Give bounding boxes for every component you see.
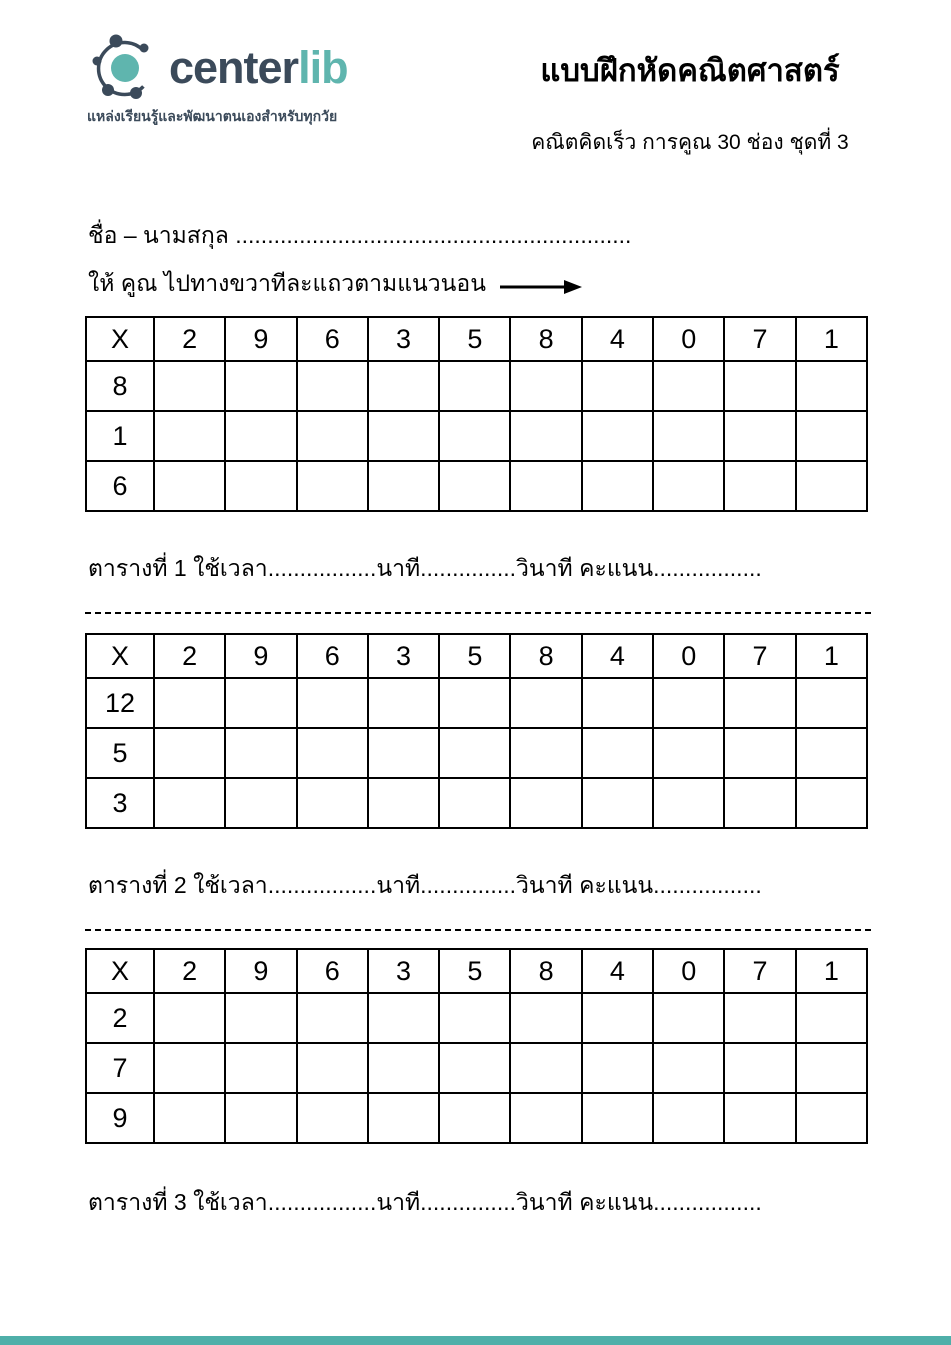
answer-cell — [225, 1093, 296, 1143]
answer-cell — [653, 993, 724, 1043]
answer-cell — [368, 361, 439, 411]
answer-cell — [582, 728, 653, 778]
multiplier-header-cell: 0 — [653, 634, 724, 678]
multiplication-grid — [85, 316, 868, 512]
table-header-row — [86, 634, 867, 678]
brand-center: center — [169, 41, 299, 93]
answer-cell — [297, 361, 368, 411]
table-caption-2: ตารางที่ 2 ใช้เวลา.................นาที...............วินาที คะแนน................. — [88, 872, 762, 898]
multiplier-header-cell: 7 — [724, 949, 795, 993]
answer-cell — [724, 993, 795, 1043]
multiplier-header-cell: 5 — [439, 949, 510, 993]
answer-cell — [653, 728, 724, 778]
multiplier-header-cell: 6 — [297, 317, 368, 361]
answer-cell — [439, 1043, 510, 1093]
multiplier-header-cell: 2 — [154, 317, 225, 361]
centerlib-orbit-icon — [85, 30, 167, 104]
answer-cell — [154, 678, 225, 728]
answer-cell — [297, 1093, 368, 1143]
answer-cell — [582, 411, 653, 461]
answer-cell — [796, 1093, 867, 1143]
answer-cell — [154, 1043, 225, 1093]
name-label: ชื่อ – นามสกุล — [88, 222, 229, 248]
table-row — [86, 678, 867, 728]
table-row — [86, 361, 867, 411]
table-row — [86, 411, 867, 461]
multiplicand-cell: 8 — [86, 361, 154, 411]
centerlib-logo — [85, 30, 385, 128]
multiplier-header-cell: 3 — [368, 949, 439, 993]
answer-cell — [653, 1043, 724, 1093]
answer-cell — [510, 361, 581, 411]
answer-cell — [510, 993, 581, 1043]
answer-cell — [724, 361, 795, 411]
answer-cell — [796, 461, 867, 511]
brand-wordmark — [169, 41, 348, 93]
answer-cell — [297, 778, 368, 828]
answer-cell — [510, 778, 581, 828]
answer-cell — [154, 1093, 225, 1143]
multiplier-header-cell: 7 — [724, 634, 795, 678]
multiplier-header-cell: 3 — [368, 317, 439, 361]
multiplier-header-cell: 3 — [368, 634, 439, 678]
dashed-separator — [85, 612, 871, 614]
name-surname-line — [88, 218, 631, 254]
answer-cell — [653, 411, 724, 461]
multiplication-table-3 — [85, 948, 868, 1144]
answer-cell — [368, 411, 439, 461]
answer-cell — [582, 361, 653, 411]
page-title: แบบฝึกหัดคณิตศาสตร์ — [540, 53, 840, 88]
table-row — [86, 728, 867, 778]
table-caption-3: ตารางที่ 3 ใช้เวลา.................นาที...............วินาที คะแนน................. — [88, 1189, 762, 1215]
answer-cell — [297, 461, 368, 511]
instruction-line — [88, 266, 582, 302]
answer-cell — [154, 993, 225, 1043]
multiplier-header-cell: 0 — [653, 949, 724, 993]
multiplier-header-cell: 4 — [582, 949, 653, 993]
answer-cell — [154, 728, 225, 778]
table-row — [86, 1093, 867, 1143]
answer-cell — [582, 1093, 653, 1143]
instruction-text: ให้ คูณ ไปทางขวาทีละแถวตามแนวนอน — [88, 270, 486, 296]
multiplier-header-cell: 5 — [439, 634, 510, 678]
multiplicand-cell: 1 — [86, 411, 154, 461]
answer-cell — [796, 778, 867, 828]
answer-cell — [796, 411, 867, 461]
multiplication-table-2 — [85, 633, 868, 829]
answer-cell — [439, 678, 510, 728]
answer-cell — [510, 1093, 581, 1143]
dashed-separator — [85, 929, 871, 931]
answer-cell — [653, 1093, 724, 1143]
table-caption-1: ตารางที่ 1 ใช้เวลา.................นาที...............วินาที คะแนน................. — [88, 555, 762, 581]
multiplier-header-cell: 5 — [439, 317, 510, 361]
multiplier-header-cell: 1 — [796, 634, 867, 678]
brand-lib: lib — [298, 41, 348, 93]
answer-cell — [582, 461, 653, 511]
answer-cell — [297, 678, 368, 728]
table-header-row — [86, 317, 867, 361]
multiplicand-cell: 5 — [86, 728, 154, 778]
answer-cell — [582, 678, 653, 728]
answer-cell — [796, 993, 867, 1043]
answer-cell — [439, 728, 510, 778]
answer-cell — [368, 678, 439, 728]
answer-cell — [724, 461, 795, 511]
multiplier-header-cell: 6 — [297, 634, 368, 678]
answer-cell — [225, 778, 296, 828]
answer-cell — [368, 778, 439, 828]
answer-cell — [154, 411, 225, 461]
multiplicand-cell: 12 — [86, 678, 154, 728]
answer-cell — [368, 461, 439, 511]
answer-cell — [225, 1043, 296, 1093]
right-arrow-icon — [500, 280, 582, 294]
multiplier-header-cell: 9 — [225, 949, 296, 993]
answer-cell — [582, 778, 653, 828]
multiplication-table-1 — [85, 316, 868, 512]
answer-cell — [653, 461, 724, 511]
page-subtitle: คณิตคิดเร็ว การคูณ 30 ช่อง ชุดที่ 3 — [531, 131, 849, 154]
answer-cell — [796, 361, 867, 411]
answer-cell — [154, 361, 225, 411]
table-row — [86, 778, 867, 828]
multiplier-header-cell: 8 — [510, 634, 581, 678]
multiplier-header-cell: 7 — [724, 317, 795, 361]
multiply-sign-cell: X — [86, 949, 154, 993]
answer-cell — [225, 361, 296, 411]
answer-cell — [225, 411, 296, 461]
multiplicand-cell: 9 — [86, 1093, 154, 1143]
multiply-sign-cell: X — [86, 317, 154, 361]
multiplier-header-cell: 8 — [510, 949, 581, 993]
answer-cell — [724, 1043, 795, 1093]
table-row — [86, 1043, 867, 1093]
answer-cell — [510, 461, 581, 511]
answer-cell — [582, 993, 653, 1043]
answer-cell — [297, 728, 368, 778]
answer-cell — [439, 461, 510, 511]
answer-cell — [510, 728, 581, 778]
answer-cell — [582, 1043, 653, 1093]
answer-cell — [368, 728, 439, 778]
answer-cell — [439, 778, 510, 828]
table-row — [86, 461, 867, 511]
multiplicand-cell: 3 — [86, 778, 154, 828]
multiplier-header-cell: 1 — [796, 949, 867, 993]
answer-cell — [368, 993, 439, 1043]
multiplier-header-cell: 9 — [225, 634, 296, 678]
multiplication-grid — [85, 948, 868, 1144]
multiplicand-cell: 6 — [86, 461, 154, 511]
answer-cell — [510, 678, 581, 728]
multiplier-header-cell: 8 — [510, 317, 581, 361]
multiplier-header-cell: 1 — [796, 317, 867, 361]
multiplicand-cell: 7 — [86, 1043, 154, 1093]
answer-cell — [225, 728, 296, 778]
answer-cell — [297, 993, 368, 1043]
answer-cell — [439, 993, 510, 1043]
answer-cell — [724, 1093, 795, 1143]
answer-cell — [724, 728, 795, 778]
answer-cell — [796, 728, 867, 778]
answer-cell — [439, 1093, 510, 1143]
answer-cell — [368, 1043, 439, 1093]
multiplier-header-cell: 9 — [225, 317, 296, 361]
answer-cell — [724, 411, 795, 461]
name-fill-in-dots: .............................................................. — [235, 222, 632, 248]
answer-cell — [225, 993, 296, 1043]
answer-cell — [724, 678, 795, 728]
answer-cell — [653, 361, 724, 411]
answer-cell — [297, 1043, 368, 1093]
footer-accent-bar — [0, 1336, 951, 1345]
answer-cell — [225, 678, 296, 728]
answer-cell — [796, 678, 867, 728]
answer-cell — [653, 778, 724, 828]
multiplier-header-cell: 2 — [154, 949, 225, 993]
answer-cell — [724, 778, 795, 828]
answer-cell — [510, 1043, 581, 1093]
answer-cell — [439, 411, 510, 461]
multiplication-grid — [85, 633, 868, 829]
answer-cell — [510, 411, 581, 461]
answer-cell — [154, 778, 225, 828]
table-row — [86, 993, 867, 1043]
answer-cell — [368, 1093, 439, 1143]
multiplier-header-cell: 0 — [653, 317, 724, 361]
answer-cell — [653, 678, 724, 728]
multiplicand-cell: 2 — [86, 993, 154, 1043]
multiplier-header-cell: 2 — [154, 634, 225, 678]
answer-cell — [225, 461, 296, 511]
brand-tagline: แหล่งเรียนรู้และพัฒนาตนเองสำหรับทุกวัย — [87, 108, 338, 124]
multiplier-header-cell: 4 — [582, 317, 653, 361]
multiplier-header-cell: 6 — [297, 949, 368, 993]
answer-cell — [297, 411, 368, 461]
multiply-sign-cell: X — [86, 634, 154, 678]
multiplier-header-cell: 4 — [582, 634, 653, 678]
answer-cell — [796, 1043, 867, 1093]
answer-cell — [154, 461, 225, 511]
answer-cell — [439, 361, 510, 411]
table-header-row — [86, 949, 867, 993]
